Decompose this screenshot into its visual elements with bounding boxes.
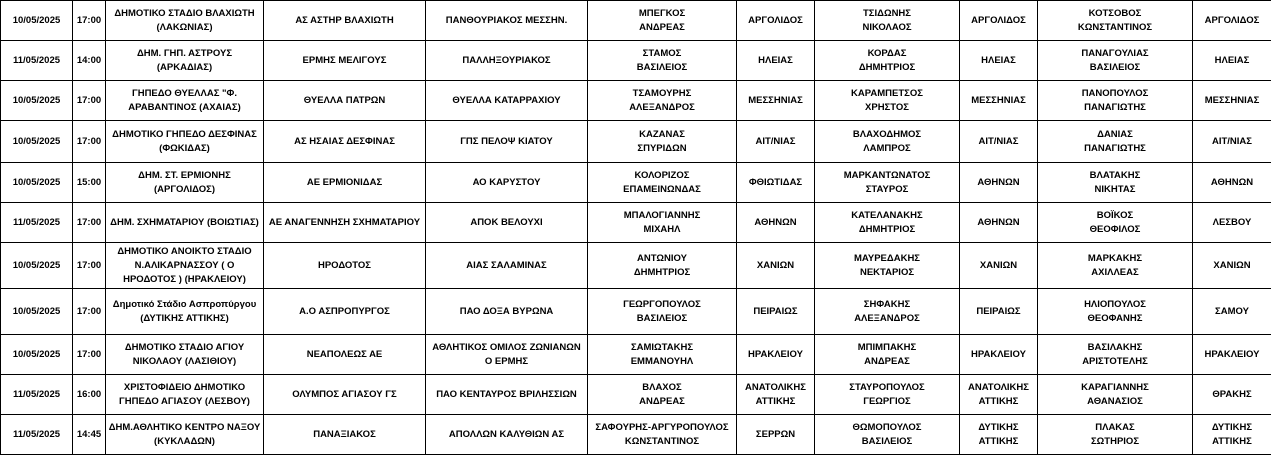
match-date-cell: 11/05/2025	[1, 203, 73, 243]
venue-cell: ΔΗΜ. ΓΗΠ. ΑΣΤΡΟΥΣ (ΑΡΚΑΔΙΑΣ)	[106, 41, 264, 81]
table-row	[1, 335, 1271, 375]
assistant-1-union-cell: ΑΝΑΤΟΛΙΚΗΣ ΑΤΤΙΚΗΣ	[960, 375, 1038, 415]
match-time-cell: 16:00	[73, 375, 106, 415]
venue-cell: ΔΗΜΟΤΙΚΟ ΑΝΟΙΚΤΟ ΣΤΑΔΙΟ Ν.ΑΛΙΚΑΡΝΑΣΣΟΥ ( Ο ΗΡΟΔΟΤΟΣ ) (ΗΡΑΚΛΕΙΟΥ)	[106, 243, 264, 289]
match-time-cell: 17:00	[73, 81, 106, 121]
venue-cell: ΔΗΜΟΤΙΚΟ ΣΤΑΔΙΟ ΑΓΙΟΥ ΝΙΚΟΛΑΟΥ (ΛΑΣΙΘΙΟΥ)	[106, 335, 264, 375]
match-time-cell: 17:00	[73, 203, 106, 243]
away-team-cell: ΓΠΣ ΠΕΛΟΨ ΚΙΑΤΟΥ	[426, 121, 588, 163]
home-team-cell: ΝΕΑΠΟΛΕΩΣ ΑΕ	[264, 335, 426, 375]
assistant-1-union-cell: ΔΥΤΙΚΗΣ ΑΤΤΙΚΗΣ	[960, 415, 1038, 455]
assistant-referee-1-cell: ΘΩΜΟΠΟΥΛΟΣ ΒΑΣΙΛΕΙΟΣ	[815, 415, 960, 455]
home-team-cell: ΟΛΥΜΠΟΣ ΑΓΙΑΣΟΥ ΓΣ	[264, 375, 426, 415]
assistant-referee-2-cell: ΠΑΝΟΠΟΥΛΟΣ ΠΑΝΑΓΙΩΤΗΣ	[1038, 81, 1193, 121]
venue-cell: ΔΗΜΟΤΙΚΟ ΣΤΑΔΙΟ ΒΛΑΧΙΩΤΗ (ΛΑΚΩΝΙΑΣ)	[106, 1, 264, 41]
assistant-1-union-cell: ΜΕΣΣΗΝΙΑΣ	[960, 81, 1038, 121]
match-time-cell: 17:00	[73, 243, 106, 289]
referee-cell: ΤΣΑΜΟΥΡΗΣ ΑΛΕΞΑΝΔΡΟΣ	[588, 81, 737, 121]
referee-union-cell: ΗΛΕΙΑΣ	[737, 41, 815, 81]
assistant-2-union-cell: ΜΕΣΣΗΝΙΑΣ	[1193, 81, 1271, 121]
match-date-cell: 10/05/2025	[1, 121, 73, 163]
match-date-cell: 11/05/2025	[1, 41, 73, 81]
referee-cell: ΣΑΦΟΥΡΗΣ-ΑΡΓΥΡΟΠΟΥΛΟΣ ΚΩΝΣΤΑΝΤΙΝΟΣ	[588, 415, 737, 455]
assistant-1-union-cell: ΧΑΝΙΩΝ	[960, 243, 1038, 289]
referee-cell: ΑΝΤΩΝΙΟΥ ΔΗΜΗΤΡΙΟΣ	[588, 243, 737, 289]
table-row	[1, 243, 1271, 289]
assistant-referee-1-cell: ΣΤΑΥΡΟΠΟΥΛΟΣ ΓΕΩΡΓΙΟΣ	[815, 375, 960, 415]
assistant-referee-2-cell: ΒΑΣΙΛΑΚΗΣ ΑΡΙΣΤΟΤΕΛΗΣ	[1038, 335, 1193, 375]
match-date-cell: 11/05/2025	[1, 415, 73, 455]
assistant-2-union-cell: ΔΥΤΙΚΗΣ ΑΤΤΙΚΗΣ	[1193, 415, 1271, 455]
away-team-cell: ΑΠΟΚ ΒΕΛΟΥΧΙ	[426, 203, 588, 243]
match-date-cell: 10/05/2025	[1, 1, 73, 41]
assistant-2-union-cell: ΛΕΣΒΟΥ	[1193, 203, 1271, 243]
home-team-cell: ΗΡΟΔΟΤΟΣ	[264, 243, 426, 289]
assistant-referee-1-cell: ΜΠΙΜΠΑΚΗΣ ΑΝΔΡΕΑΣ	[815, 335, 960, 375]
assistant-referee-1-cell: ΚΑΡΑΜΠΕΤΣΟΣ ΧΡΗΣΤΟΣ	[815, 81, 960, 121]
referee-union-cell: ΦΘΙΩΤΙΔΑΣ	[737, 163, 815, 203]
assistant-referee-2-cell: ΔΑΝΙΑΣ ΠΑΝΑΓΙΩΤΗΣ	[1038, 121, 1193, 163]
assistant-1-union-cell: ΑΘΗΝΩΝ	[960, 163, 1038, 203]
away-team-cell: ΑΘΛΗΤΙΚΟΣ ΟΜΙΛΟΣ ΖΩΝΙΑΝΩΝ Ο ΕΡΜΗΣ	[426, 335, 588, 375]
match-time-cell: 17:00	[73, 335, 106, 375]
away-team-cell: ΠΑΛΛΗΞΟΥΡΙΑΚΟΣ	[426, 41, 588, 81]
away-team-cell: ΠΑΟ ΚΕΝΤΑΥΡΟΣ ΒΡΙΛΗΣΣΙΩΝ	[426, 375, 588, 415]
assistant-referee-2-cell: ΗΛΙΟΠΟΥΛΟΣ ΘΕΟΦΑΝΗΣ	[1038, 289, 1193, 335]
assistant-referee-2-cell: ΠΑΝΑΓΟΥΛΙΑΣ ΒΑΣΙΛΕΙΟΣ	[1038, 41, 1193, 81]
assistant-referee-2-cell: ΚΟΤΣΟΒΟΣ ΚΩΝΣΤΑΝΤΙΝΟΣ	[1038, 1, 1193, 41]
assistant-referee-2-cell: ΒΛΑΤΑΚΗΣ ΝΙΚΗΤΑΣ	[1038, 163, 1193, 203]
assistant-2-union-cell: ΑΘΗΝΩΝ	[1193, 163, 1271, 203]
away-team-cell: ΑΟ ΚΑΡΥΣΤΟΥ	[426, 163, 588, 203]
venue-cell: Δημοτικό Στάδιο Ασπροπύργου (ΔΥΤΙΚΗΣ ΑΤΤΙΚΗΣ)	[106, 289, 264, 335]
referee-union-cell: ΣΕΡΡΩΝ	[737, 415, 815, 455]
assistant-referee-1-cell: ΚΑΤΕΛΑΝΑΚΗΣ ΔΗΜΗΤΡΙΟΣ	[815, 203, 960, 243]
match-time-cell: 17:00	[73, 1, 106, 41]
assistant-2-union-cell: ΣΑΜΟΥ	[1193, 289, 1271, 335]
venue-cell: ΔΗΜ. ΣΧΗΜΑΤΑΡΙΟΥ (ΒΟΙΩΤΙΑΣ)	[106, 203, 264, 243]
match-date-cell: 10/05/2025	[1, 163, 73, 203]
table-row	[1, 1, 1271, 41]
referee-union-cell: ΑΝΑΤΟΛΙΚΗΣ ΑΤΤΙΚΗΣ	[737, 375, 815, 415]
match-date-cell: 10/05/2025	[1, 243, 73, 289]
home-team-cell: ΠΑΝΑΞΙΑΚΟΣ	[264, 415, 426, 455]
assistant-referee-2-cell: ΒΟΪΚΟΣ ΘΕΟΦΙΛΟΣ	[1038, 203, 1193, 243]
match-time-cell: 15:00	[73, 163, 106, 203]
match-date-cell: 10/05/2025	[1, 289, 73, 335]
table-row	[1, 121, 1271, 163]
assistant-2-union-cell: ΗΡΑΚΛΕΙΟΥ	[1193, 335, 1271, 375]
referee-cell: ΜΠΑΛΟΓΙΑΝΝΗΣ ΜΙΧΑΗΛ	[588, 203, 737, 243]
assistant-2-union-cell: ΧΑΝΙΩΝ	[1193, 243, 1271, 289]
assistant-2-union-cell: ΑΡΓΟΛΙΔΟΣ	[1193, 1, 1271, 41]
home-team-cell: ΑΕ ΑΝΑΓΕΝΝΗΣΗ ΣΧΗΜΑΤΑΡΙΟΥ	[264, 203, 426, 243]
assistant-1-union-cell: ΑΘΗΝΩΝ	[960, 203, 1038, 243]
home-team-cell: ΕΡΜΗΣ ΜΕΛΙΓΟΥΣ	[264, 41, 426, 81]
assistant-referee-2-cell: ΚΑΡΑΓΙΑΝΝΗΣ ΑΘΑΝΑΣΙΟΣ	[1038, 375, 1193, 415]
referee-cell: ΜΠΕΓΚΟΣ ΑΝΔΡΕΑΣ	[588, 1, 737, 41]
match-date-cell: 10/05/2025	[1, 335, 73, 375]
assistant-referee-1-cell: ΚΟΡΔΑΣ ΔΗΜΗΤΡΙΟΣ	[815, 41, 960, 81]
referee-union-cell: ΑΘΗΝΩΝ	[737, 203, 815, 243]
table-row	[1, 289, 1271, 335]
match-time-cell: 17:00	[73, 121, 106, 163]
assistant-1-union-cell: ΑΙΤ/ΝΙΑΣ	[960, 121, 1038, 163]
referee-union-cell: ΑΡΓΟΛΙΔΟΣ	[737, 1, 815, 41]
match-time-cell: 14:00	[73, 41, 106, 81]
table-row	[1, 375, 1271, 415]
referee-union-cell: ΠΕΙΡΑΙΩΣ	[737, 289, 815, 335]
assistant-referee-1-cell: ΒΛΑΧΟΔΗΜΟΣ ΛΑΜΠΡΟΣ	[815, 121, 960, 163]
referee-cell: ΚΟΛΟΡΙΖΟΣ ΕΠΑΜΕΙΝΩΝΔΑΣ	[588, 163, 737, 203]
assistant-1-union-cell: ΑΡΓΟΛΙΔΟΣ	[960, 1, 1038, 41]
table-body	[1, 1, 1271, 455]
table-row	[1, 41, 1271, 81]
away-team-cell: ΠΑΝΘΟΥΡΙΑΚΟΣ ΜΕΣΣΗΝ.	[426, 1, 588, 41]
assistant-1-union-cell: ΠΕΙΡΑΙΩΣ	[960, 289, 1038, 335]
venue-cell: ΔΗΜ. ΣΤ. ΕΡΜΙΟΝΗΣ (ΑΡΓΟΛΙΔΟΣ)	[106, 163, 264, 203]
referee-union-cell: ΧΑΝΙΩΝ	[737, 243, 815, 289]
referee-union-cell: ΗΡΑΚΛΕΙΟΥ	[737, 335, 815, 375]
assistant-2-union-cell: ΗΛΕΙΑΣ	[1193, 41, 1271, 81]
home-team-cell: ΑΕ ΕΡΜΙΟΝΙΔΑΣ	[264, 163, 426, 203]
referee-union-cell: ΑΙΤ/ΝΙΑΣ	[737, 121, 815, 163]
away-team-cell: ΑΙΑΣ ΣΑΛΑΜΙΝΑΣ	[426, 243, 588, 289]
away-team-cell: ΑΠΟΛΛΩΝ ΚΑΛΥΘΙΩΝ ΑΣ	[426, 415, 588, 455]
assistant-referee-2-cell: ΠΛΑΚΑΣ ΣΩΤΗΡΙΟΣ	[1038, 415, 1193, 455]
assistant-referee-1-cell: ΣΗΦΑΚΗΣ ΑΛΕΞΑΝΔΡΟΣ	[815, 289, 960, 335]
home-team-cell: ΘΥΕΛΛΑ ΠΑΤΡΩΝ	[264, 81, 426, 121]
referee-cell: ΓΕΩΡΓΟΠΟΥΛΟΣ ΒΑΣΙΛΕΙΟΣ	[588, 289, 737, 335]
away-team-cell: ΠΑΟ ΔΟΞΑ ΒΥΡΩΝΑ	[426, 289, 588, 335]
match-time-cell: 17:00	[73, 289, 106, 335]
home-team-cell: Α.Ο ΑΣΠΡΟΠΥΡΓΟΣ	[264, 289, 426, 335]
table-row	[1, 163, 1271, 203]
assistant-referee-2-cell: ΜΑΡΚΑΚΗΣ ΑΧΙΛΛΕΑΣ	[1038, 243, 1193, 289]
referee-cell: ΚΑΖΑΝΑΣ ΣΠΥΡΙΔΩΝ	[588, 121, 737, 163]
match-date-cell: 10/05/2025	[1, 81, 73, 121]
referee-cell: ΣΑΜΙΩΤΑΚΗΣ ΕΜΜΑΝΟΥΗΛ	[588, 335, 737, 375]
match-date-cell: 11/05/2025	[1, 375, 73, 415]
home-team-cell: ΑΣ ΑΣΤΗΡ ΒΛΑΧΙΩΤΗ	[264, 1, 426, 41]
referee-cell: ΣΤΑΜΟΣ ΒΑΣΙΛΕΙΟΣ	[588, 41, 737, 81]
assistant-referee-1-cell: ΤΣΙΔΩΝΗΣ ΝΙΚΟΛΑΟΣ	[815, 1, 960, 41]
venue-cell: ΔΗΜΟΤΙΚΟ ΓΗΠΕΔΟ ΔΕΣΦΙΝΑΣ (ΦΩΚΙΔΑΣ)	[106, 121, 264, 163]
venue-cell: ΓΗΠΕΔΟ ΘΥΕΛΛΑΣ "Φ. ΑΡΑΒΑΝΤΙΝΟΣ (ΑΧΑΙΑΣ)	[106, 81, 264, 121]
table-row	[1, 203, 1271, 243]
assistant-referee-1-cell: ΜΑΥΡΕΔΑΚΗΣ ΝΕΚΤΑΡΙΟΣ	[815, 243, 960, 289]
venue-cell: ΧΡΙΣΤΟΦΙΔΕΙΟ ΔΗΜΟΤΙΚΟ ΓΗΠΕΔΟ ΑΓΙΑΣΟΥ (ΛΕΣΒΟΥ)	[106, 375, 264, 415]
venue-cell: ΔΗΜ.ΑΘΛΗΤΙΚΟ ΚΕΝΤΡΟ ΝΑΞΟΥ (ΚΥΚΛΑΔΩΝ)	[106, 415, 264, 455]
match-time-cell: 14:45	[73, 415, 106, 455]
assistant-referee-1-cell: ΜΑΡΚΑΝΤΩΝΑΤΟΣ ΣΤΑΥΡΟΣ	[815, 163, 960, 203]
home-team-cell: ΑΣ ΗΣΑΙΑΣ ΔΕΣΦΙΝΑΣ	[264, 121, 426, 163]
assistant-1-union-cell: ΗΡΑΚΛΕΙΟΥ	[960, 335, 1038, 375]
away-team-cell: ΘΥΕΛΛΑ ΚΑΤΑΡΡΑΧΙΟΥ	[426, 81, 588, 121]
assistant-2-union-cell: ΘΡΑΚΗΣ	[1193, 375, 1271, 415]
referee-union-cell: ΜΕΣΣΗΝΙΑΣ	[737, 81, 815, 121]
table-row	[1, 81, 1271, 121]
assistant-1-union-cell: ΗΛΕΙΑΣ	[960, 41, 1038, 81]
assistant-2-union-cell: ΑΙΤ/ΝΙΑΣ	[1193, 121, 1271, 163]
referee-cell: ΒΛΑΧΟΣ ΑΝΔΡΕΑΣ	[588, 375, 737, 415]
